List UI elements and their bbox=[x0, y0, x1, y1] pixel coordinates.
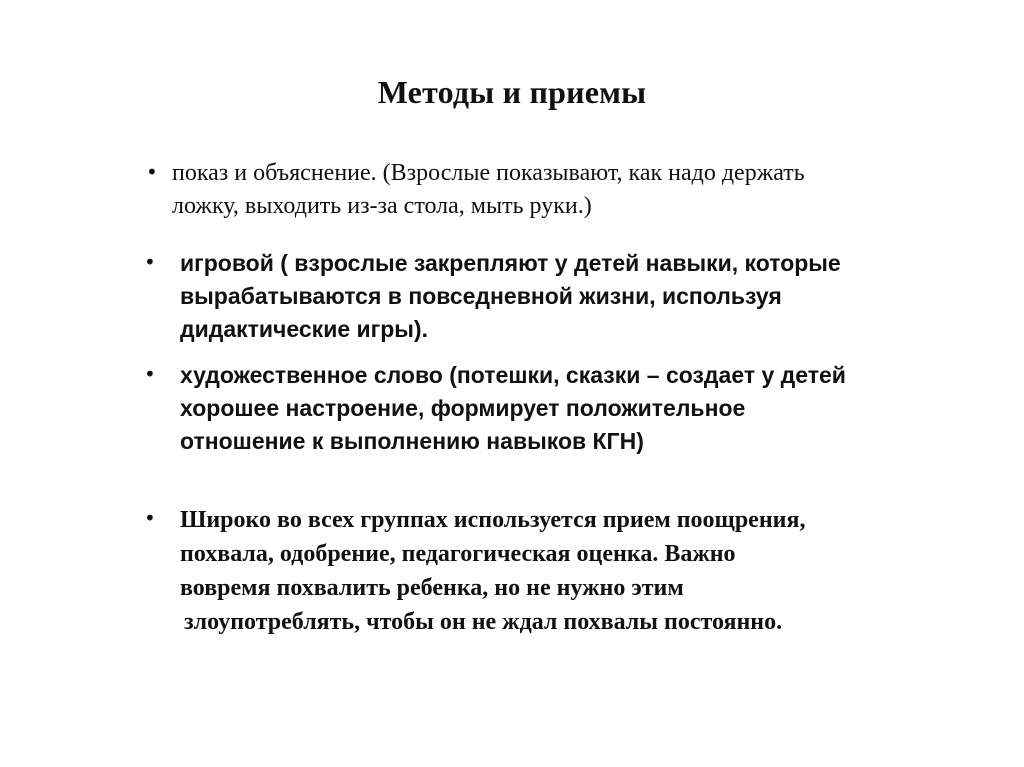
text-line: вовремя похвалить ребенка, но не нужно этим bbox=[180, 575, 684, 601]
text-line: игровой ( взрослые закрепляют у детей навыки, которые bbox=[180, 250, 841, 276]
bullet-item-game bbox=[144, 247, 924, 346]
bullet-dot-icon: • bbox=[146, 160, 158, 184]
text-line: художественное слово (потешки, сказки – создает у детей bbox=[180, 362, 846, 388]
bullet-item-demonstration bbox=[146, 157, 926, 223]
text-line: дидактические игры). bbox=[180, 316, 428, 342]
bullet-item-text bbox=[172, 157, 926, 223]
text-line: Широко во всех группах используется прием поощрения, bbox=[180, 507, 806, 533]
bullet-dot-icon: • bbox=[144, 250, 156, 274]
bullet-item-text bbox=[180, 359, 924, 458]
text-line: хорошее настроение, формирует положительное bbox=[180, 395, 746, 421]
text-line: ложку, выходить из-за стола, мыть руки.) bbox=[172, 193, 592, 219]
text-line: злоупотреблять, чтобы он не ждал похвалы постоянно. bbox=[184, 609, 783, 635]
slide-title: Методы и приемы bbox=[377, 74, 647, 110]
bullet-dot-icon: • bbox=[144, 362, 156, 386]
text-line: отношение к выполнению навыков КГН) bbox=[180, 428, 644, 454]
bullet-item-text bbox=[180, 247, 924, 346]
bullet-dot-icon: • bbox=[144, 506, 156, 530]
text-line: похвала, одобрение, педагогическая оценка. Важно bbox=[180, 541, 736, 567]
bullet-item-artistic-word bbox=[144, 359, 924, 458]
bullet-item-encouragement bbox=[144, 503, 924, 639]
text-line: показ и объяснение. (Взрослые показывают, как надо держать bbox=[172, 160, 805, 186]
bullet-item-text bbox=[180, 503, 924, 639]
text-line: вырабатываются в повседневной жизни, используя bbox=[180, 283, 782, 309]
